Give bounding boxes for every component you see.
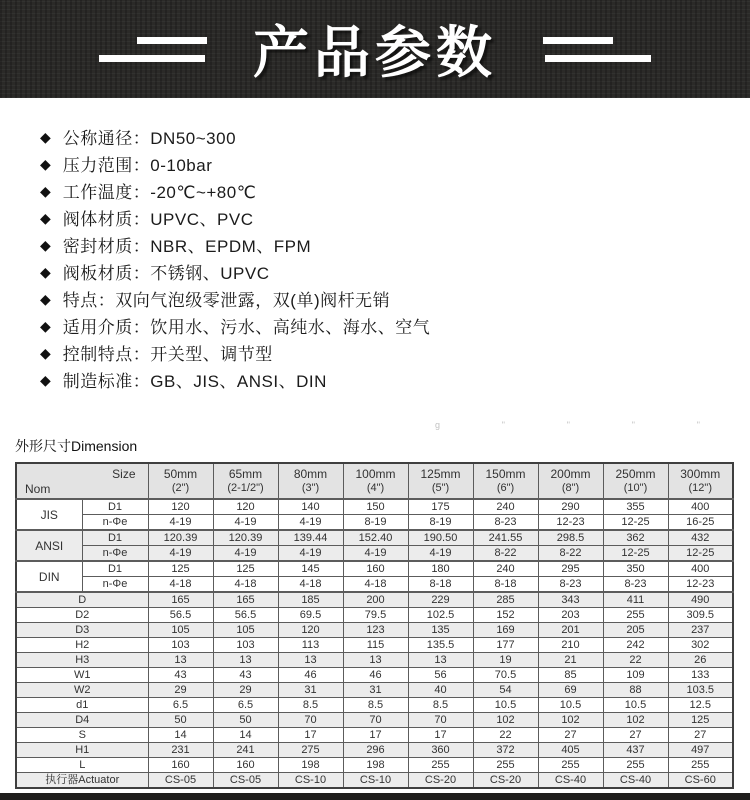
value-cell: 190.50 [408, 530, 473, 546]
value-cell: 17 [278, 728, 343, 743]
value-cell: 160 [213, 758, 278, 773]
value-cell: 4-19 [148, 515, 213, 531]
value-cell: 362 [603, 530, 668, 546]
value-cell: 102.5 [408, 608, 473, 623]
table-head [16, 463, 733, 499]
value-cell: 125 [213, 561, 278, 577]
value-cell: 27 [668, 728, 733, 743]
diamond-bullet-icon: ◆ [40, 236, 51, 253]
row-label-cell: D1 [82, 499, 148, 515]
feature-text: 阀体材质：UPVC、PVC [62, 210, 254, 229]
value-cell: 56.5 [213, 608, 278, 623]
size-column-header [603, 463, 668, 499]
feature-list [0, 98, 750, 393]
size-inch: (2-1/2") [227, 482, 264, 494]
value-cell: 302 [668, 638, 733, 653]
feature-text: 特点：双向气泡级零泄露，双(单)阀杆无销 [62, 291, 391, 310]
value-cell: 103.5 [668, 683, 733, 698]
table-row [16, 728, 733, 743]
value-cell: 4-19 [213, 546, 278, 562]
table-row [16, 713, 733, 728]
value-cell: 295 [538, 561, 603, 577]
value-cell: 150 [343, 499, 408, 515]
value-cell: 185 [278, 592, 343, 608]
value-cell: 12-23 [538, 515, 603, 531]
value-cell: 497 [668, 743, 733, 758]
diamond-bullet-icon: ◆ [40, 371, 51, 388]
value-cell: CS-10 [278, 773, 343, 789]
value-cell: 240 [473, 561, 538, 577]
value-cell: 88 [603, 683, 668, 698]
value-cell: 109 [603, 668, 668, 683]
size-inch: (2") [171, 482, 190, 494]
list-item [40, 177, 750, 204]
header-banner [0, 0, 750, 98]
row-label-cell: D1 [82, 530, 148, 546]
diamond-bullet-icon: ◆ [40, 344, 51, 361]
value-cell: CS-05 [213, 773, 278, 789]
value-cell: 8-19 [343, 515, 408, 531]
feature-text: 适用介质：饮用水、污水、高纯水、海水、空气 [62, 318, 431, 337]
table-row [16, 653, 733, 668]
table-row [16, 668, 733, 683]
size-mm: 100mm [355, 467, 396, 481]
row-label-cell: W1 [16, 668, 148, 683]
value-cell: 145 [278, 561, 343, 577]
value-cell: CS-20 [408, 773, 473, 789]
standard-name-cell: JIS [16, 499, 82, 530]
value-cell: 240 [473, 499, 538, 515]
value-cell: 13 [148, 653, 213, 668]
size-inch: (8") [561, 482, 580, 494]
size-column-header [148, 463, 213, 499]
value-cell: 102 [603, 713, 668, 728]
feature-text: 压力范围：0-10bar [62, 156, 213, 175]
value-cell: 26 [668, 653, 733, 668]
table-header-row [16, 463, 733, 499]
value-cell: 13 [343, 653, 408, 668]
size-mm: 65mm [228, 467, 263, 481]
value-cell: 309.5 [668, 608, 733, 623]
feature-text: 制造标准：GB、JIS、ANSI、DIN [62, 372, 327, 391]
value-cell: 8-19 [408, 515, 473, 531]
value-cell: 4-18 [343, 577, 408, 593]
size-mm: 50mm [163, 467, 198, 481]
value-cell: 255 [538, 758, 603, 773]
value-cell: 123 [343, 623, 408, 638]
value-cell: 22 [473, 728, 538, 743]
value-cell: CS-40 [603, 773, 668, 789]
value-cell: 400 [668, 561, 733, 577]
size-mm: 300mm [680, 467, 721, 481]
row-label-cell: H3 [16, 653, 148, 668]
value-cell: 432 [668, 530, 733, 546]
cropped-text-artifacts: ɡ " " " " [435, 420, 700, 430]
standard-name-cell: DIN [16, 561, 82, 592]
value-cell: 4-18 [148, 577, 213, 593]
table-row [16, 530, 733, 546]
value-cell: 29 [148, 683, 213, 698]
size-inch: (3") [301, 482, 320, 494]
value-cell: 22 [603, 653, 668, 668]
value-cell: 56.5 [148, 608, 213, 623]
row-label-cell: D1 [82, 561, 148, 577]
dimension-section-title: 外形尺寸Dimension [15, 438, 138, 454]
row-label-cell: 执行器Actuator [16, 773, 148, 789]
row-label-cell: n-Φe [82, 577, 148, 593]
value-cell: 103 [213, 638, 278, 653]
value-cell: 133 [668, 668, 733, 683]
table-row [16, 546, 733, 562]
value-cell: 4-19 [278, 546, 343, 562]
value-cell: 8-18 [473, 577, 538, 593]
value-cell: 229 [408, 592, 473, 608]
value-cell: 4-19 [213, 515, 278, 531]
value-cell: 160 [148, 758, 213, 773]
value-cell: 120.39 [213, 530, 278, 546]
value-cell: 350 [603, 561, 668, 577]
list-item [40, 204, 750, 231]
diamond-bullet-icon: ◆ [40, 317, 51, 334]
size-column-header [668, 463, 733, 499]
row-label-cell: S [16, 728, 148, 743]
value-cell: 198 [343, 758, 408, 773]
value-cell: 12-25 [668, 546, 733, 562]
value-cell: 275 [278, 743, 343, 758]
row-label-cell: D2 [16, 608, 148, 623]
standard-name-cell: ANSI [16, 530, 82, 561]
value-cell: 405 [538, 743, 603, 758]
value-cell: 10.5 [473, 698, 538, 713]
value-cell: 8-23 [538, 577, 603, 593]
value-cell: 4-18 [278, 577, 343, 593]
size-mm: 200mm [550, 467, 591, 481]
size-inch: (5") [431, 482, 450, 494]
list-item [40, 258, 750, 285]
table-row [16, 743, 733, 758]
value-cell: 360 [408, 743, 473, 758]
value-cell: CS-05 [148, 773, 213, 789]
value-cell: 152 [473, 608, 538, 623]
value-cell: 8-23 [473, 515, 538, 531]
feature-text: 密封材质：NBR、EPDM、FPM [62, 237, 312, 256]
value-cell: 169 [473, 623, 538, 638]
value-cell: 102 [473, 713, 538, 728]
table-body [16, 499, 733, 788]
value-cell: 237 [668, 623, 733, 638]
row-label-cell: H2 [16, 638, 148, 653]
size-inch: (10") [623, 482, 648, 494]
size-column-header [213, 463, 278, 499]
row-label-cell: H1 [16, 743, 148, 758]
value-cell: 43 [213, 668, 278, 683]
feature-text: 控制特点：开关型、调节型 [62, 345, 273, 364]
value-cell: 203 [538, 608, 603, 623]
diamond-bullet-icon: ◆ [40, 263, 51, 280]
page-title: 产品参数 [253, 21, 497, 84]
corner-size-label: Size [112, 467, 136, 481]
value-cell: 10.5 [603, 698, 668, 713]
value-cell: 400 [668, 499, 733, 515]
value-cell: 79.5 [343, 608, 408, 623]
value-cell: 120 [213, 499, 278, 515]
diamond-bullet-icon: ◆ [40, 155, 51, 172]
value-cell: 120.39 [148, 530, 213, 546]
value-cell: 10.5 [538, 698, 603, 713]
list-item [40, 312, 750, 339]
value-cell: 31 [278, 683, 343, 698]
value-cell: 139.44 [278, 530, 343, 546]
size-mm: 150mm [485, 467, 526, 481]
list-item [40, 123, 750, 150]
table-row [16, 683, 733, 698]
value-cell: 12-25 [603, 515, 668, 531]
value-cell: 69.5 [278, 608, 343, 623]
list-item [40, 339, 750, 366]
table-row [16, 623, 733, 638]
value-cell: 437 [603, 743, 668, 758]
value-cell: 8.5 [343, 698, 408, 713]
row-label-cell: d1 [16, 698, 148, 713]
table-row [16, 499, 733, 515]
value-cell: 6.5 [213, 698, 278, 713]
value-cell: CS-10 [343, 773, 408, 789]
value-cell: 27 [538, 728, 603, 743]
value-cell: 255 [603, 608, 668, 623]
table-row [16, 698, 733, 713]
decorative-lines-right-icon [541, 37, 651, 62]
value-cell: 12-23 [668, 577, 733, 593]
size-column-header [278, 463, 343, 499]
value-cell: 21 [538, 653, 603, 668]
value-cell: 6.5 [148, 698, 213, 713]
value-cell: 46 [343, 668, 408, 683]
value-cell: 231 [148, 743, 213, 758]
value-cell: 372 [473, 743, 538, 758]
value-cell: 46 [278, 668, 343, 683]
row-label-cell: n-Φe [82, 546, 148, 562]
size-mm: 80mm [293, 467, 328, 481]
value-cell: 490 [668, 592, 733, 608]
value-cell: 70.5 [473, 668, 538, 683]
value-cell: 113 [278, 638, 343, 653]
value-cell: 165 [148, 592, 213, 608]
value-cell: 135 [408, 623, 473, 638]
value-cell: 19 [473, 653, 538, 668]
value-cell: 17 [343, 728, 408, 743]
dimension-table [15, 462, 734, 789]
list-item [40, 231, 750, 258]
value-cell: 165 [213, 592, 278, 608]
value-cell: 70 [408, 713, 473, 728]
value-cell: CS-60 [668, 773, 733, 789]
diamond-bullet-icon: ◆ [40, 128, 51, 145]
value-cell: 8-22 [473, 546, 538, 562]
table-row [16, 577, 733, 593]
size-inch: (12") [688, 482, 712, 494]
value-cell: 29 [213, 683, 278, 698]
corner-nom-label: Nom [25, 482, 51, 496]
value-cell: 125 [148, 561, 213, 577]
value-cell: 125 [668, 713, 733, 728]
value-cell: 296 [343, 743, 408, 758]
value-cell: 343 [538, 592, 603, 608]
value-cell: 241 [213, 743, 278, 758]
value-cell: 152.40 [343, 530, 408, 546]
size-mm: 125mm [420, 467, 461, 481]
value-cell: 160 [343, 561, 408, 577]
value-cell: 4-19 [278, 515, 343, 531]
value-cell: 241.55 [473, 530, 538, 546]
value-cell: 285 [473, 592, 538, 608]
value-cell: 12-25 [603, 546, 668, 562]
value-cell: 255 [668, 758, 733, 773]
value-cell: 69 [538, 683, 603, 698]
value-cell: 4-19 [343, 546, 408, 562]
value-cell: 70 [278, 713, 343, 728]
table-row [16, 561, 733, 577]
value-cell: 70 [343, 713, 408, 728]
table-row [16, 773, 733, 789]
value-cell: 40 [408, 683, 473, 698]
value-cell: 31 [343, 683, 408, 698]
value-cell: 54 [473, 683, 538, 698]
feature-text: 工作温度：-20℃~+80℃ [62, 183, 257, 202]
value-cell: 14 [213, 728, 278, 743]
value-cell: 411 [603, 592, 668, 608]
value-cell: 13 [278, 653, 343, 668]
list-item [40, 285, 750, 312]
table-row [16, 758, 733, 773]
value-cell: 14 [148, 728, 213, 743]
value-cell: 4-18 [213, 577, 278, 593]
diamond-bullet-icon: ◆ [40, 182, 51, 199]
value-cell: CS-40 [538, 773, 603, 789]
table-row [16, 515, 733, 531]
row-label-cell: n-Φe [82, 515, 148, 531]
value-cell: 50 [213, 713, 278, 728]
size-column-header [408, 463, 473, 499]
size-mm: 250mm [615, 467, 656, 481]
feature-text: 公称通径：DN50~300 [62, 129, 237, 148]
value-cell: 16-25 [668, 515, 733, 531]
value-cell: 102 [538, 713, 603, 728]
size-column-header [538, 463, 603, 499]
value-cell: 355 [603, 499, 668, 515]
value-cell: 175 [408, 499, 473, 515]
value-cell: 4-19 [148, 546, 213, 562]
row-label-cell: L [16, 758, 148, 773]
value-cell: 85 [538, 668, 603, 683]
next-section-banner-edge [0, 793, 750, 800]
value-cell: 8-23 [603, 577, 668, 593]
value-cell: 120 [278, 623, 343, 638]
table-row [16, 638, 733, 653]
list-item [40, 150, 750, 177]
corner-cell [16, 463, 148, 499]
value-cell: 27 [603, 728, 668, 743]
value-cell: 135.5 [408, 638, 473, 653]
size-column-header [343, 463, 408, 499]
value-cell: 12.5 [668, 698, 733, 713]
value-cell: 103 [148, 638, 213, 653]
diamond-bullet-icon: ◆ [40, 209, 51, 226]
value-cell: 290 [538, 499, 603, 515]
value-cell: 200 [343, 592, 408, 608]
value-cell: 242 [603, 638, 668, 653]
value-cell: 56 [408, 668, 473, 683]
value-cell: 177 [473, 638, 538, 653]
row-label-cell: D3 [16, 623, 148, 638]
row-label-cell: W2 [16, 683, 148, 698]
table-row [16, 592, 733, 608]
size-inch: (6") [496, 482, 515, 494]
value-cell: CS-20 [473, 773, 538, 789]
table-row [16, 608, 733, 623]
value-cell: 13 [408, 653, 473, 668]
value-cell: 120 [148, 499, 213, 515]
value-cell: 4-19 [408, 546, 473, 562]
size-inch: (4") [366, 482, 385, 494]
value-cell: 115 [343, 638, 408, 653]
value-cell: 43 [148, 668, 213, 683]
value-cell: 105 [148, 623, 213, 638]
value-cell: 255 [473, 758, 538, 773]
row-label-cell: D4 [16, 713, 148, 728]
value-cell: 210 [538, 638, 603, 653]
value-cell: 198 [278, 758, 343, 773]
row-label-cell: D [16, 592, 148, 608]
value-cell: 8.5 [278, 698, 343, 713]
size-column-header [473, 463, 538, 499]
decorative-lines-left-icon [99, 37, 209, 62]
value-cell: 298.5 [538, 530, 603, 546]
value-cell: 205 [603, 623, 668, 638]
value-cell: 17 [408, 728, 473, 743]
value-cell: 140 [278, 499, 343, 515]
value-cell: 8.5 [408, 698, 473, 713]
value-cell: 105 [213, 623, 278, 638]
value-cell: 180 [408, 561, 473, 577]
feature-text: 阀板材质：不锈钢、UPVC [62, 264, 270, 283]
list-item [40, 366, 750, 393]
value-cell: 13 [213, 653, 278, 668]
value-cell: 50 [148, 713, 213, 728]
value-cell: 255 [603, 758, 668, 773]
diamond-bullet-icon: ◆ [40, 290, 51, 307]
value-cell: 255 [408, 758, 473, 773]
value-cell: 8-22 [538, 546, 603, 562]
value-cell: 8-18 [408, 577, 473, 593]
value-cell: 201 [538, 623, 603, 638]
